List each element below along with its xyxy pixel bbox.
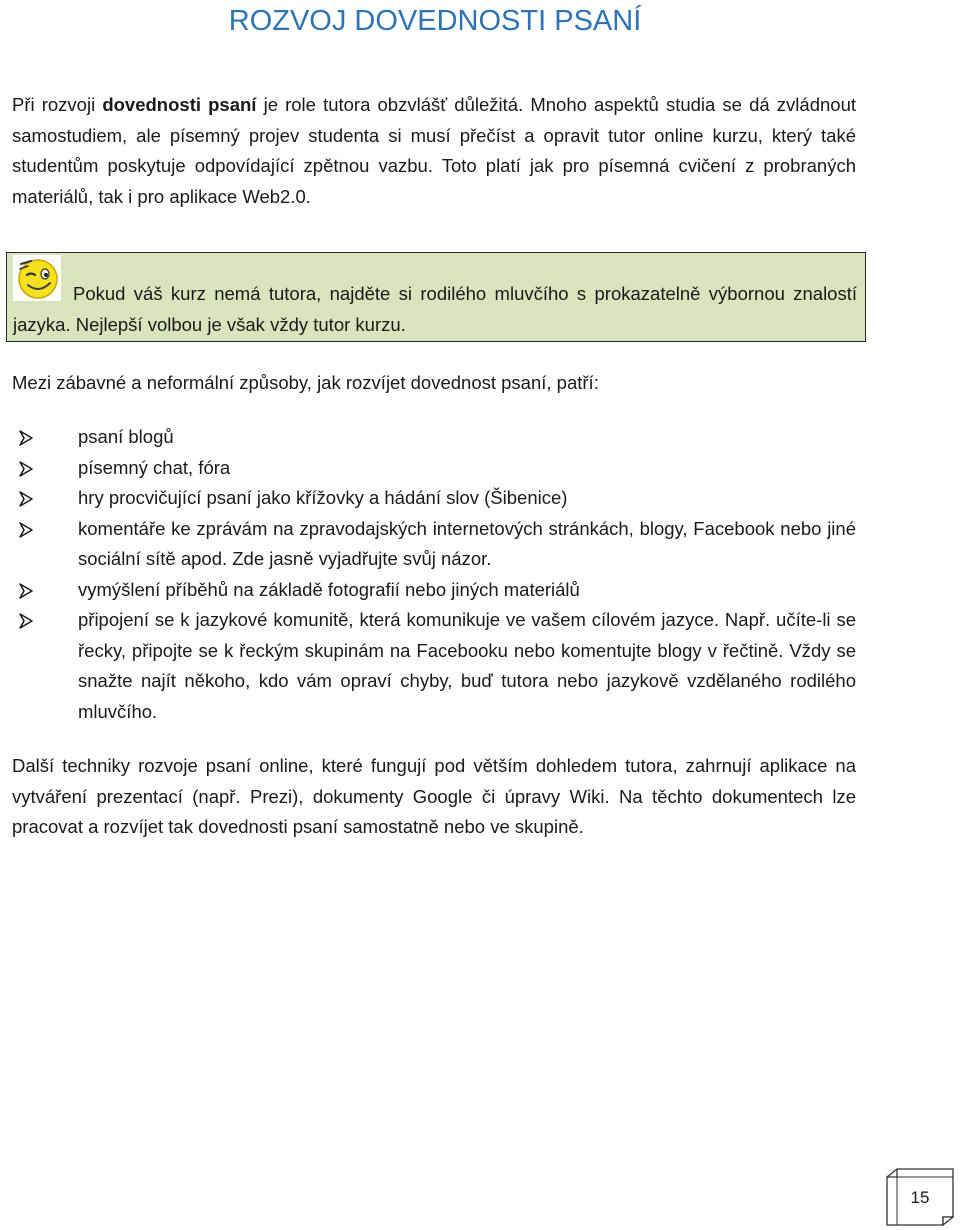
- arrow-bullet-icon: [18, 522, 34, 538]
- list-item-text: vymýšlení příběhů na základě fotografií nebo jiných materiálů: [78, 578, 580, 600]
- page-title: ROZVOJ DOVEDNOSTI PSANÍ: [228, 5, 642, 37]
- intro-text-rest: je role tutora obzvlášť důležitá. Mnoho aspektů studia se dá zvládnout samostudiem, ale písemný projev studenta si musí přečíst a opravit tutor online kurzu, který také studentům poskytuje odpovídající zpětnou vazbu. Toto platí jak pro písemná cvičení z probraných materiálů, tak i pro aplikace Web2.0.: [12, 94, 856, 207]
- list-item-text: komentáře ke zprávám na zpravodajských internetových stránkách, blogy, Facebook nebo jiné sociální sítě apod. Zde jasně vyjadřujte svůj názor.: [78, 517, 856, 569]
- list-item: [16, 483, 856, 514]
- list-item-text: hry procvičující psaní jako křížovky a hádání slov (Šibenice): [78, 487, 568, 508]
- intro-bold-term: dovednosti psaní: [102, 94, 257, 115]
- tip-box: [6, 252, 866, 342]
- arrow-bullet-icon: [18, 430, 34, 446]
- bullet-list: [16, 422, 856, 727]
- outro-paragraph: Další techniky rozvoje psaní online, které fungují pod větším dohledem tutora, zahrnují aplikace na vytváření prezentací (např. Prezi), dokumenty Google či úpravy Wiki. Na těchto dokumentech lze pracovat a rozvíjet tak dovednosti psaní samostatně nebo ve skupině.: [12, 755, 856, 837]
- list-intro: Mezi zábavné a neformální způsoby, jak rozvíjet dovednost psaní, patří:: [12, 372, 599, 393]
- list-item-text: psaní blogů: [78, 426, 174, 447]
- page-number: 15: [910, 1188, 930, 1207]
- list-item: [16, 514, 856, 575]
- page-number-box: [886, 1168, 954, 1226]
- tip-text: Pokud váš kurz nemá tutora, najděte si rodilého mluvčího s prokazatelně výbornou znalostí jazyka. Nejlepší volbou je však vždy tutor kurzu.: [13, 283, 857, 335]
- arrow-bullet-icon: [18, 491, 34, 507]
- list-item: [16, 605, 856, 727]
- list-item: [16, 575, 856, 606]
- list-item-text: písemný chat, fóra: [78, 456, 231, 478]
- list-item: [16, 422, 856, 453]
- intro-paragraph: [12, 90, 856, 212]
- arrow-bullet-icon: [18, 583, 34, 599]
- arrow-bullet-icon: [18, 613, 34, 629]
- list-item: [16, 453, 856, 484]
- arrow-bullet-icon: [18, 461, 34, 477]
- list-item-text: připojení se k jazykové komunitě, která komunikuje ve vašem cílovém jazyce. Např. učíte-li se řecky, připojte se k řeckým skupinám na Facebooku nebo komentujte blogy v řečtině. Vždy se snažte najít někoho, kdo vám opraví chyby, buď tutora nebo jazykově vzdělaného rodilého mluvčího.: [78, 609, 856, 722]
- intro-text-start: Při rozvoji: [12, 94, 103, 115]
